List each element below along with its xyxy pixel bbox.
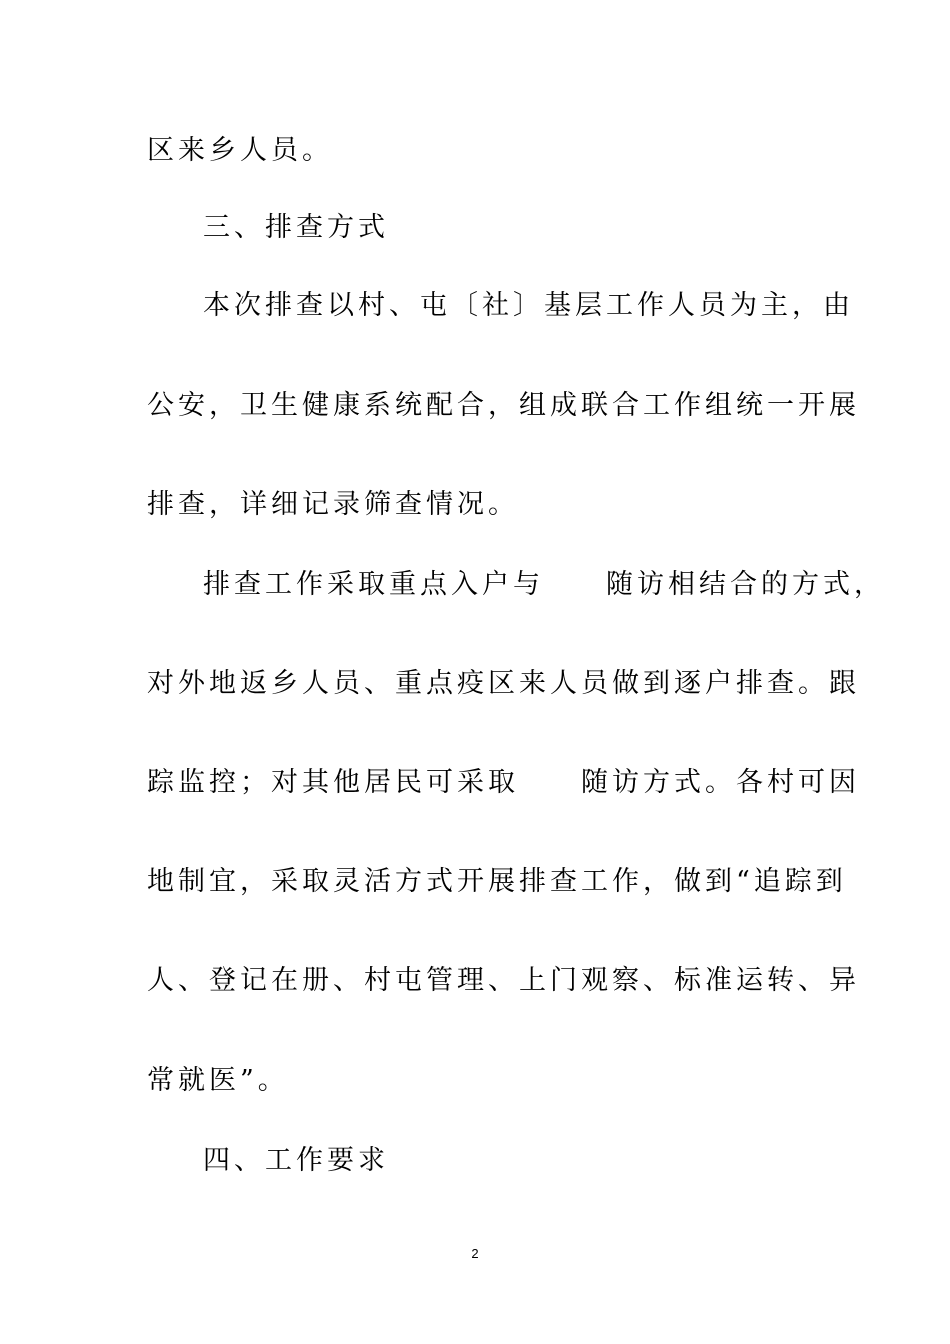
paragraph-line: 排查工作采取重点入户与 随访相结合的方式，	[203, 569, 885, 600]
paragraph-line: 人、登记在册、村屯管理、上门观察、标准运转、异	[147, 965, 860, 996]
paragraph-line: 常就医”。	[147, 1065, 289, 1096]
page-number: 2	[471, 1246, 479, 1261]
paragraph-line: 公安，卫生健康系统配合，组成联合工作组统一开展	[147, 390, 860, 421]
paragraph-line: 本次排查以村、屯〔社〕基层工作人员为主，由	[203, 290, 854, 321]
section-heading: 四、工作要求	[203, 1145, 389, 1176]
paragraph-line: 地制宜，采取灵活方式开展排查工作，做到“追踪到	[147, 866, 847, 897]
section-heading: 三、排查方式	[203, 212, 389, 243]
paragraph-line: 区来乡人员。	[147, 135, 333, 166]
paragraph-line: 对外地返乡人员、重点疫区来人员做到逐户排查。跟	[147, 668, 860, 699]
paragraph-line: 排查，详细记录筛查情况。	[147, 489, 519, 520]
paragraph-line: 踪监控；对其他居民可采取 随访方式。各村可因	[147, 767, 860, 798]
